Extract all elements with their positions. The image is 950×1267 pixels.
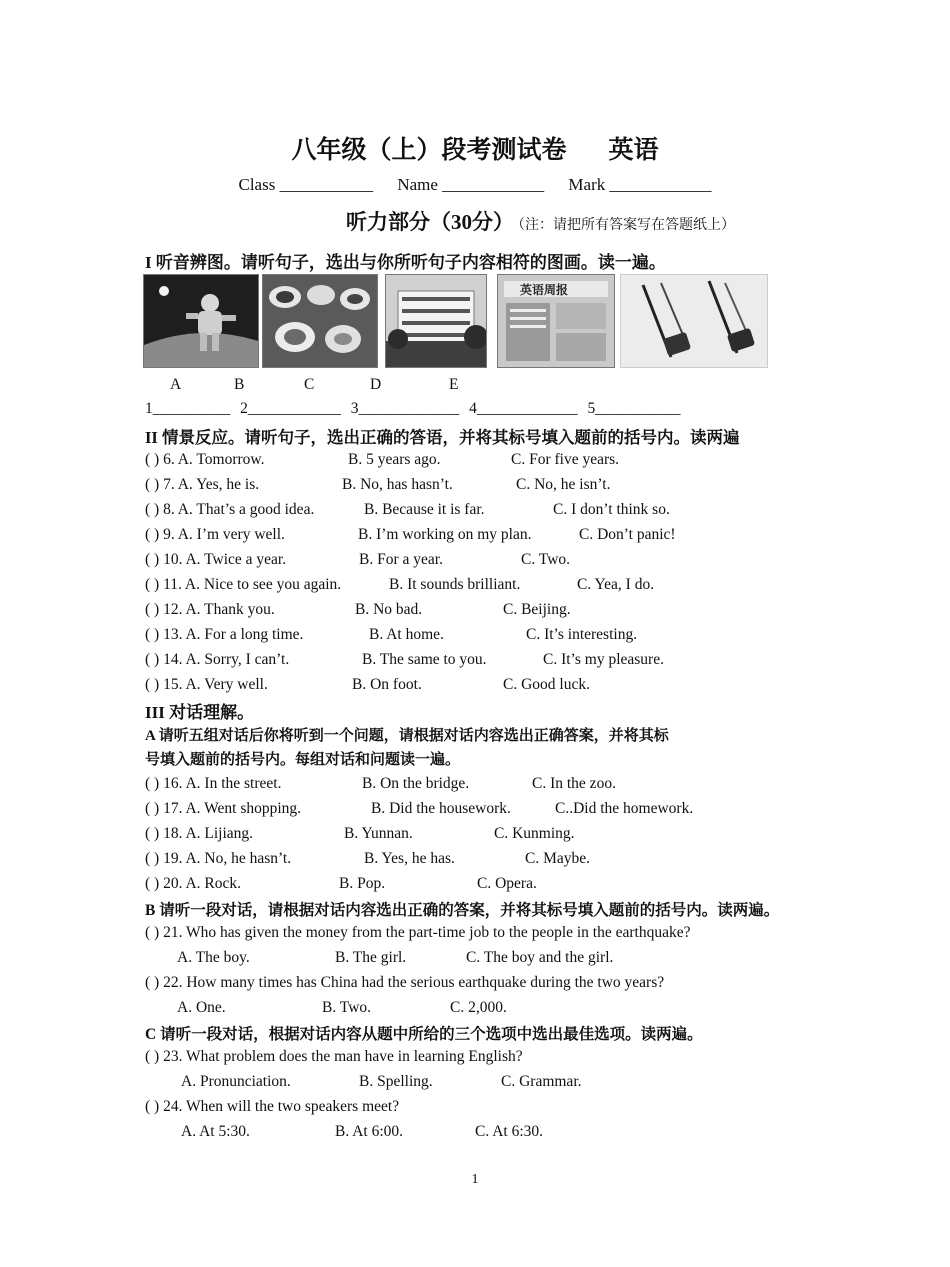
answer-blank-2[interactable]: 2____________ <box>240 400 341 417</box>
section3-heading: III 对话理解。 <box>145 703 255 722</box>
question-14: ( ) 14. A. Sorry, I can’t. B. The same to you. C. It’s my pleasure. <box>145 651 664 668</box>
question-24-options: A. At 5:30. B. At 6:00. C. At 6:30. <box>181 1123 544 1140</box>
picture-letter-d: D <box>370 376 382 393</box>
question-11: ( ) 11. A. Nice to see you again. B. It sounds brilliant. C. Yea, I do. <box>145 576 655 593</box>
question-16: ( ) 16. A. In the street. B. On the bridge. C. In the zoo. <box>145 775 616 792</box>
answer-blanks <box>145 400 687 418</box>
page-number: 1 <box>471 1172 479 1187</box>
answer-blank-3[interactable]: 3_____________ <box>350 400 460 417</box>
mark-field: Mark ____________ <box>568 175 712 194</box>
picture-astronaut <box>143 274 259 368</box>
question-8: ( ) 8. A. That’s a good idea. B. Because it is far. C. I don’t think so. <box>145 501 670 518</box>
exam-title: 八年级（上）段考测试卷 <box>291 137 567 164</box>
question-7: ( ) 7. A. Yes, he is. B. No, has hasn’t. C. No, he isn’t. <box>145 476 611 493</box>
question-17: ( ) 17. A. Went shopping. B. Did the housework. C..Did the homework. <box>145 800 694 817</box>
answer-blank-4[interactable]: 4_____________ <box>469 400 578 417</box>
question-21: ( ) 21. Who has given the money from the part-time job to the people in the earthquake? <box>145 924 691 941</box>
part-a-instruction-line2: 号填入题前的括号内。每组对话和问题读一遍。 <box>145 752 461 768</box>
question-12: ( ) 12. A. Thank you. B. No bad. C. Beijing. <box>145 601 571 618</box>
newspaper-masthead: 英语周报 <box>520 283 569 297</box>
picture-letter-b: B <box>234 376 245 393</box>
part-c-instruction: C 请听一段对话，根据对话内容从题中所给的三个选项中选出最佳选项。读两遍。 <box>145 1026 703 1043</box>
question-13: ( ) 13. A. For a long time. B. At home. C. It’s interesting. <box>145 626 638 643</box>
listening-note: （注：请把所有答案写在答题纸上） <box>518 218 735 233</box>
question-22: ( ) 22. How many times has China had the serious earthquake during the two years? <box>145 974 665 991</box>
question-9: ( ) 9. A. I’m very well. B. I’m working on my plan. C. Don’t panic! <box>145 526 676 543</box>
question-22-options: A. One. B. Two. C. 2,000. <box>177 999 507 1016</box>
picture-letter-c: C <box>304 376 315 393</box>
picture-letter-a: A <box>170 376 182 393</box>
exam-subject: 英语 <box>608 137 659 164</box>
listening-heading: 听力部分（30分） （注：请把所有答案写在答题纸上） <box>346 210 735 234</box>
question-18: ( ) 18. A. Lijiang. B. Yunnan. C. Kunming. <box>145 825 575 842</box>
picture-english-newspaper <box>497 274 615 368</box>
name-field: Name ____________ <box>397 175 545 194</box>
picture-food-table <box>262 274 378 368</box>
question-23: ( ) 23. What problem does the man have in learning English? <box>145 1048 523 1065</box>
page-title <box>0 130 950 166</box>
answer-blank-1[interactable]: 1__________ <box>145 400 231 417</box>
question-21-options: A. The boy. B. The girl. C. The boy and the girl. <box>177 949 614 966</box>
part-b-instruction: B 请听一段对话，请根据对话内容选出正确的答案，并将其标号填入题前的括号内。读两遍。 <box>145 902 780 919</box>
section2-heading: II 情景反应。请听句子，选出正确的答语，并将其标号填入题前的括号内。读两遍 <box>145 428 740 447</box>
question-10: ( ) 10. A. Twice a year. B. For a year. C. Two. <box>145 551 571 568</box>
answer-blank-5[interactable]: 5___________ <box>587 400 681 417</box>
question-6: ( ) 6. A. Tomorrow. B. 5 years ago. C. For five years. <box>145 451 620 468</box>
question-24: ( ) 24. When will the two speakers meet? <box>145 1098 400 1115</box>
section1-heading: I 听音辨图。请听句子，选出与你所听句子内容相符的图画。读一遍。 <box>145 253 666 272</box>
question-15: ( ) 15. A. Very well. B. On foot. C. Good luck. <box>145 676 590 693</box>
question-23-options: A. Pronunciation. B. Spelling. C. Grammar. <box>181 1073 582 1090</box>
class-field: Class ___________ <box>238 175 374 194</box>
student-info-line <box>0 175 950 195</box>
question-20: ( ) 20. A. Rock. B. Pop. C. Opera. <box>145 875 537 892</box>
picture-erhu-instrument <box>620 274 768 368</box>
question-19: ( ) 19. A. No, he hasn’t. B. Yes, he has. C. Maybe. <box>145 850 591 867</box>
picture-letter-e: E <box>449 376 459 393</box>
part-a-instruction-line1: A 请听五组对话后你将听到一个问题，请根据对话内容选出正确答案，并将其标 <box>145 728 669 744</box>
picture-school-building <box>385 274 487 368</box>
